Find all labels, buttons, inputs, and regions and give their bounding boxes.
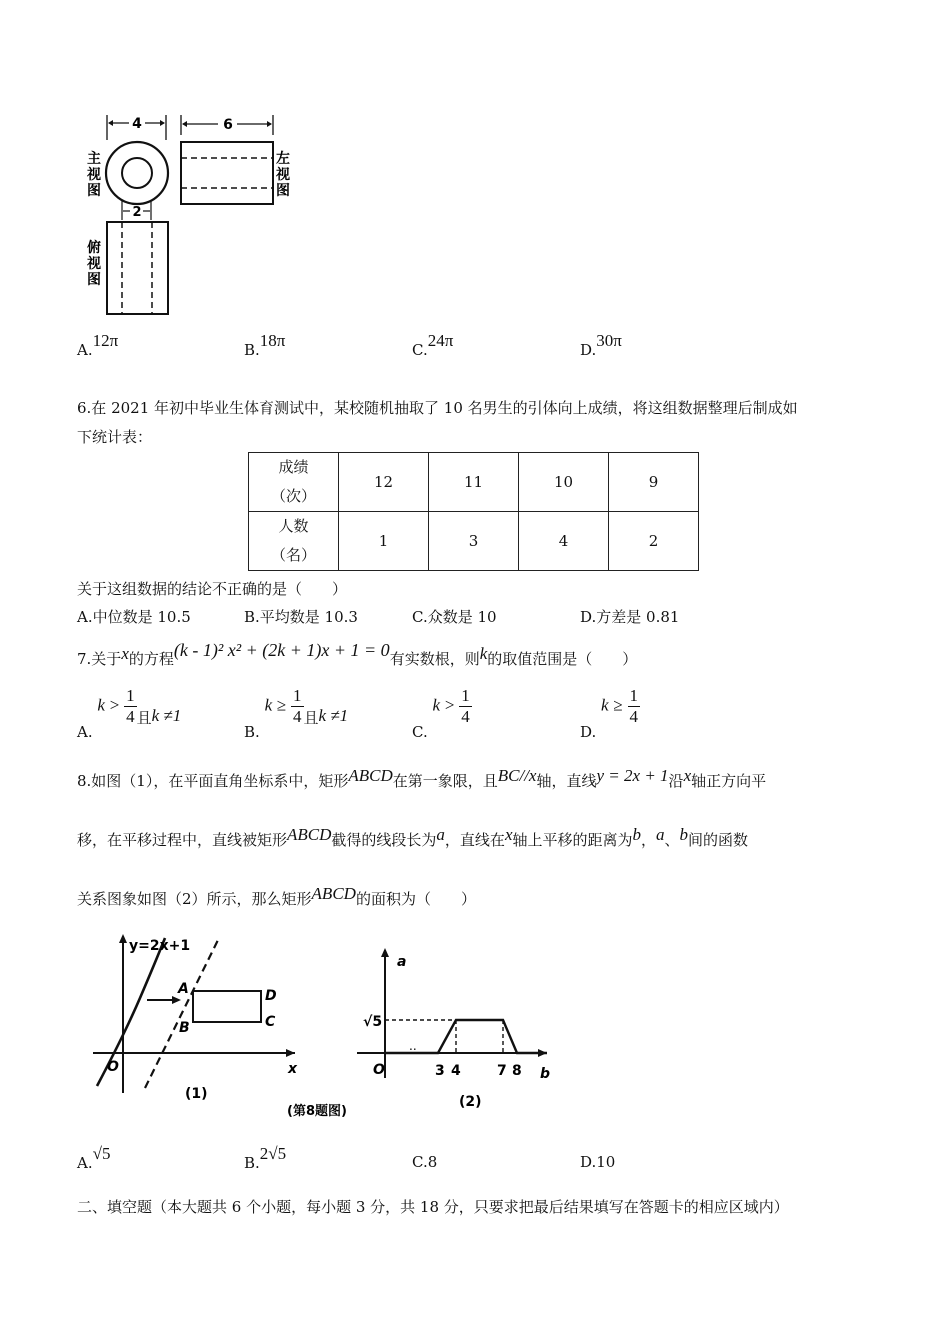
label-top-1: 俯: [87, 240, 101, 256]
q5-option-d[interactable]: D.30π: [580, 331, 622, 359]
table-cell: 9: [609, 453, 699, 512]
q8-stem-line1: 8.如图（1），在平面直角坐标系中，矩形ABCD在第一象限，且BC//x轴，直线y = 2x + 1沿x轴正方向平: [77, 766, 767, 790]
q8-option-a-value: √5: [92, 1144, 111, 1163]
q6-option-b[interactable]: B.平均数是 10.3: [244, 608, 358, 626]
q5-option-c-value: 24π: [427, 331, 454, 350]
q8-option-b[interactable]: B.2√5: [244, 1144, 287, 1172]
table-cell: 1: [339, 512, 429, 571]
table-cell: 10: [519, 453, 609, 512]
label-side-3: 图: [276, 183, 290, 199]
fig1-A: A: [178, 981, 189, 997]
q8-stem-line2: 移，在平移过程中，直线被矩形ABCD截得的线段长为a，直线在x轴上平移的距离为b，a、b间的函数: [77, 825, 749, 849]
label-front-2: 视: [87, 167, 101, 183]
table-header-cell: 成绩 （次）: [249, 453, 339, 512]
q6-option-a[interactable]: A.中位数是 10.5: [77, 608, 191, 626]
fig2-tick-4: 4: [451, 1063, 461, 1079]
q6-option-c[interactable]: C.众数是 10: [412, 608, 497, 626]
q8-figure-2: [357, 948, 550, 1110]
fig1-D: D: [265, 988, 277, 1004]
q5-option-a[interactable]: A.12π: [77, 331, 119, 359]
fig1-x: x: [288, 1061, 298, 1077]
q6-option-d[interactable]: D.方差是 0.81: [580, 608, 680, 626]
q8-stem-line3: 关系图象如图（2）所示，那么矩形ABCD的面积为（ ）: [77, 884, 476, 908]
score-table: [248, 452, 699, 571]
q8-figure-1: [93, 934, 298, 1102]
dim-inner: 2: [132, 205, 142, 220]
q8-figures: [85, 928, 565, 1123]
q8-option-b-value: 2√5: [259, 1144, 287, 1163]
three-view-figure: [80, 110, 290, 325]
fig2-a: a: [397, 954, 407, 970]
q8-option-a[interactable]: A.√5: [77, 1144, 111, 1172]
label-front-1: 主: [87, 151, 101, 167]
table-cell: 2: [609, 512, 699, 571]
fig2-caption: (2): [459, 1094, 482, 1110]
fig2-O: O: [373, 1062, 385, 1078]
q5-option-b[interactable]: B.18π: [244, 331, 286, 359]
q8-option-c[interactable]: C.8: [412, 1153, 438, 1171]
fig2-b: b: [540, 1066, 551, 1082]
label-top-3: 图: [87, 272, 101, 288]
q7-option-b[interactable]: B. k ≥ $\frac{1}{4}$ 且k ≠1: [244, 686, 349, 741]
label-front-3: 图: [87, 183, 101, 199]
table-cell: 4: [519, 512, 609, 571]
q6-question: 关于这组数据的结论不正确的是（ ）: [77, 580, 348, 598]
fig2-sqrt5: √5: [363, 1014, 383, 1030]
fig1-caption: (1): [185, 1086, 208, 1102]
label-side-1: 左: [276, 151, 290, 167]
q7-stem: 7.关于x的方程(k - 1)² x² + (2k + 1)x + 1 = 0有实数根，则k的取值范围是（ ）: [77, 640, 638, 668]
q8-option-d[interactable]: D.10: [580, 1153, 616, 1171]
table-header-cell: 人数 （名）: [249, 512, 339, 571]
fig2-tick-3: 3: [435, 1063, 445, 1079]
fig2-dots: ..: [409, 1039, 417, 1053]
fig1-B: B: [179, 1020, 190, 1036]
q5-option-c[interactable]: C.24π: [412, 331, 454, 359]
q7-equation: (k - 1)² x² + (2k + 1)x + 1 = 0: [173, 640, 390, 660]
q8-option-d-value: 10: [596, 1153, 616, 1171]
q6-stem-line2: 下统计表：: [77, 428, 153, 446]
q5-option-b-value: 18π: [259, 331, 286, 350]
fig2-tick-8: 8: [512, 1063, 522, 1079]
table-cell: 11: [429, 453, 519, 512]
section-2-heading: 二、填空题（本大题共 6 个小题，每小题 3 分，共 18 分，只要求把最后结果填写在答题卡的相应区域内）: [77, 1198, 789, 1216]
fig-caption: (第8题图): [287, 1104, 347, 1119]
table-row: [249, 453, 699, 512]
dim-front: 4: [132, 116, 142, 132]
fig2-tick-7: 7: [497, 1063, 507, 1079]
fig1-C: C: [265, 1014, 276, 1030]
fig1-O: O: [107, 1059, 119, 1075]
table-cell: 12: [339, 453, 429, 512]
table-cell: 3: [429, 512, 519, 571]
q5-option-a-value: 12π: [92, 331, 119, 350]
q7-option-a[interactable]: A. k > $\frac{1}{4}$ 且k ≠1: [77, 686, 182, 741]
dim-side: 6: [223, 117, 233, 133]
q7-option-d[interactable]: D. k ≥ $\frac{1}{4}$: [580, 686, 638, 741]
label-top-2: 视: [87, 256, 101, 272]
label-side-2: 视: [276, 167, 290, 183]
table-row: [249, 512, 699, 571]
q6-stem-line1: 6.在 2021 年初中毕业生体育测试中，某校随机抽取了 10 名男生的引体向上成绩，将这组数据整理后制成如: [77, 399, 798, 417]
q5-option-d-value: 30π: [596, 331, 622, 350]
q7-option-c[interactable]: C. k > $\frac{1}{4}$: [412, 686, 470, 741]
fig1-eq: y=2x+1: [129, 938, 191, 954]
q8-option-c-value: 8: [427, 1153, 438, 1171]
